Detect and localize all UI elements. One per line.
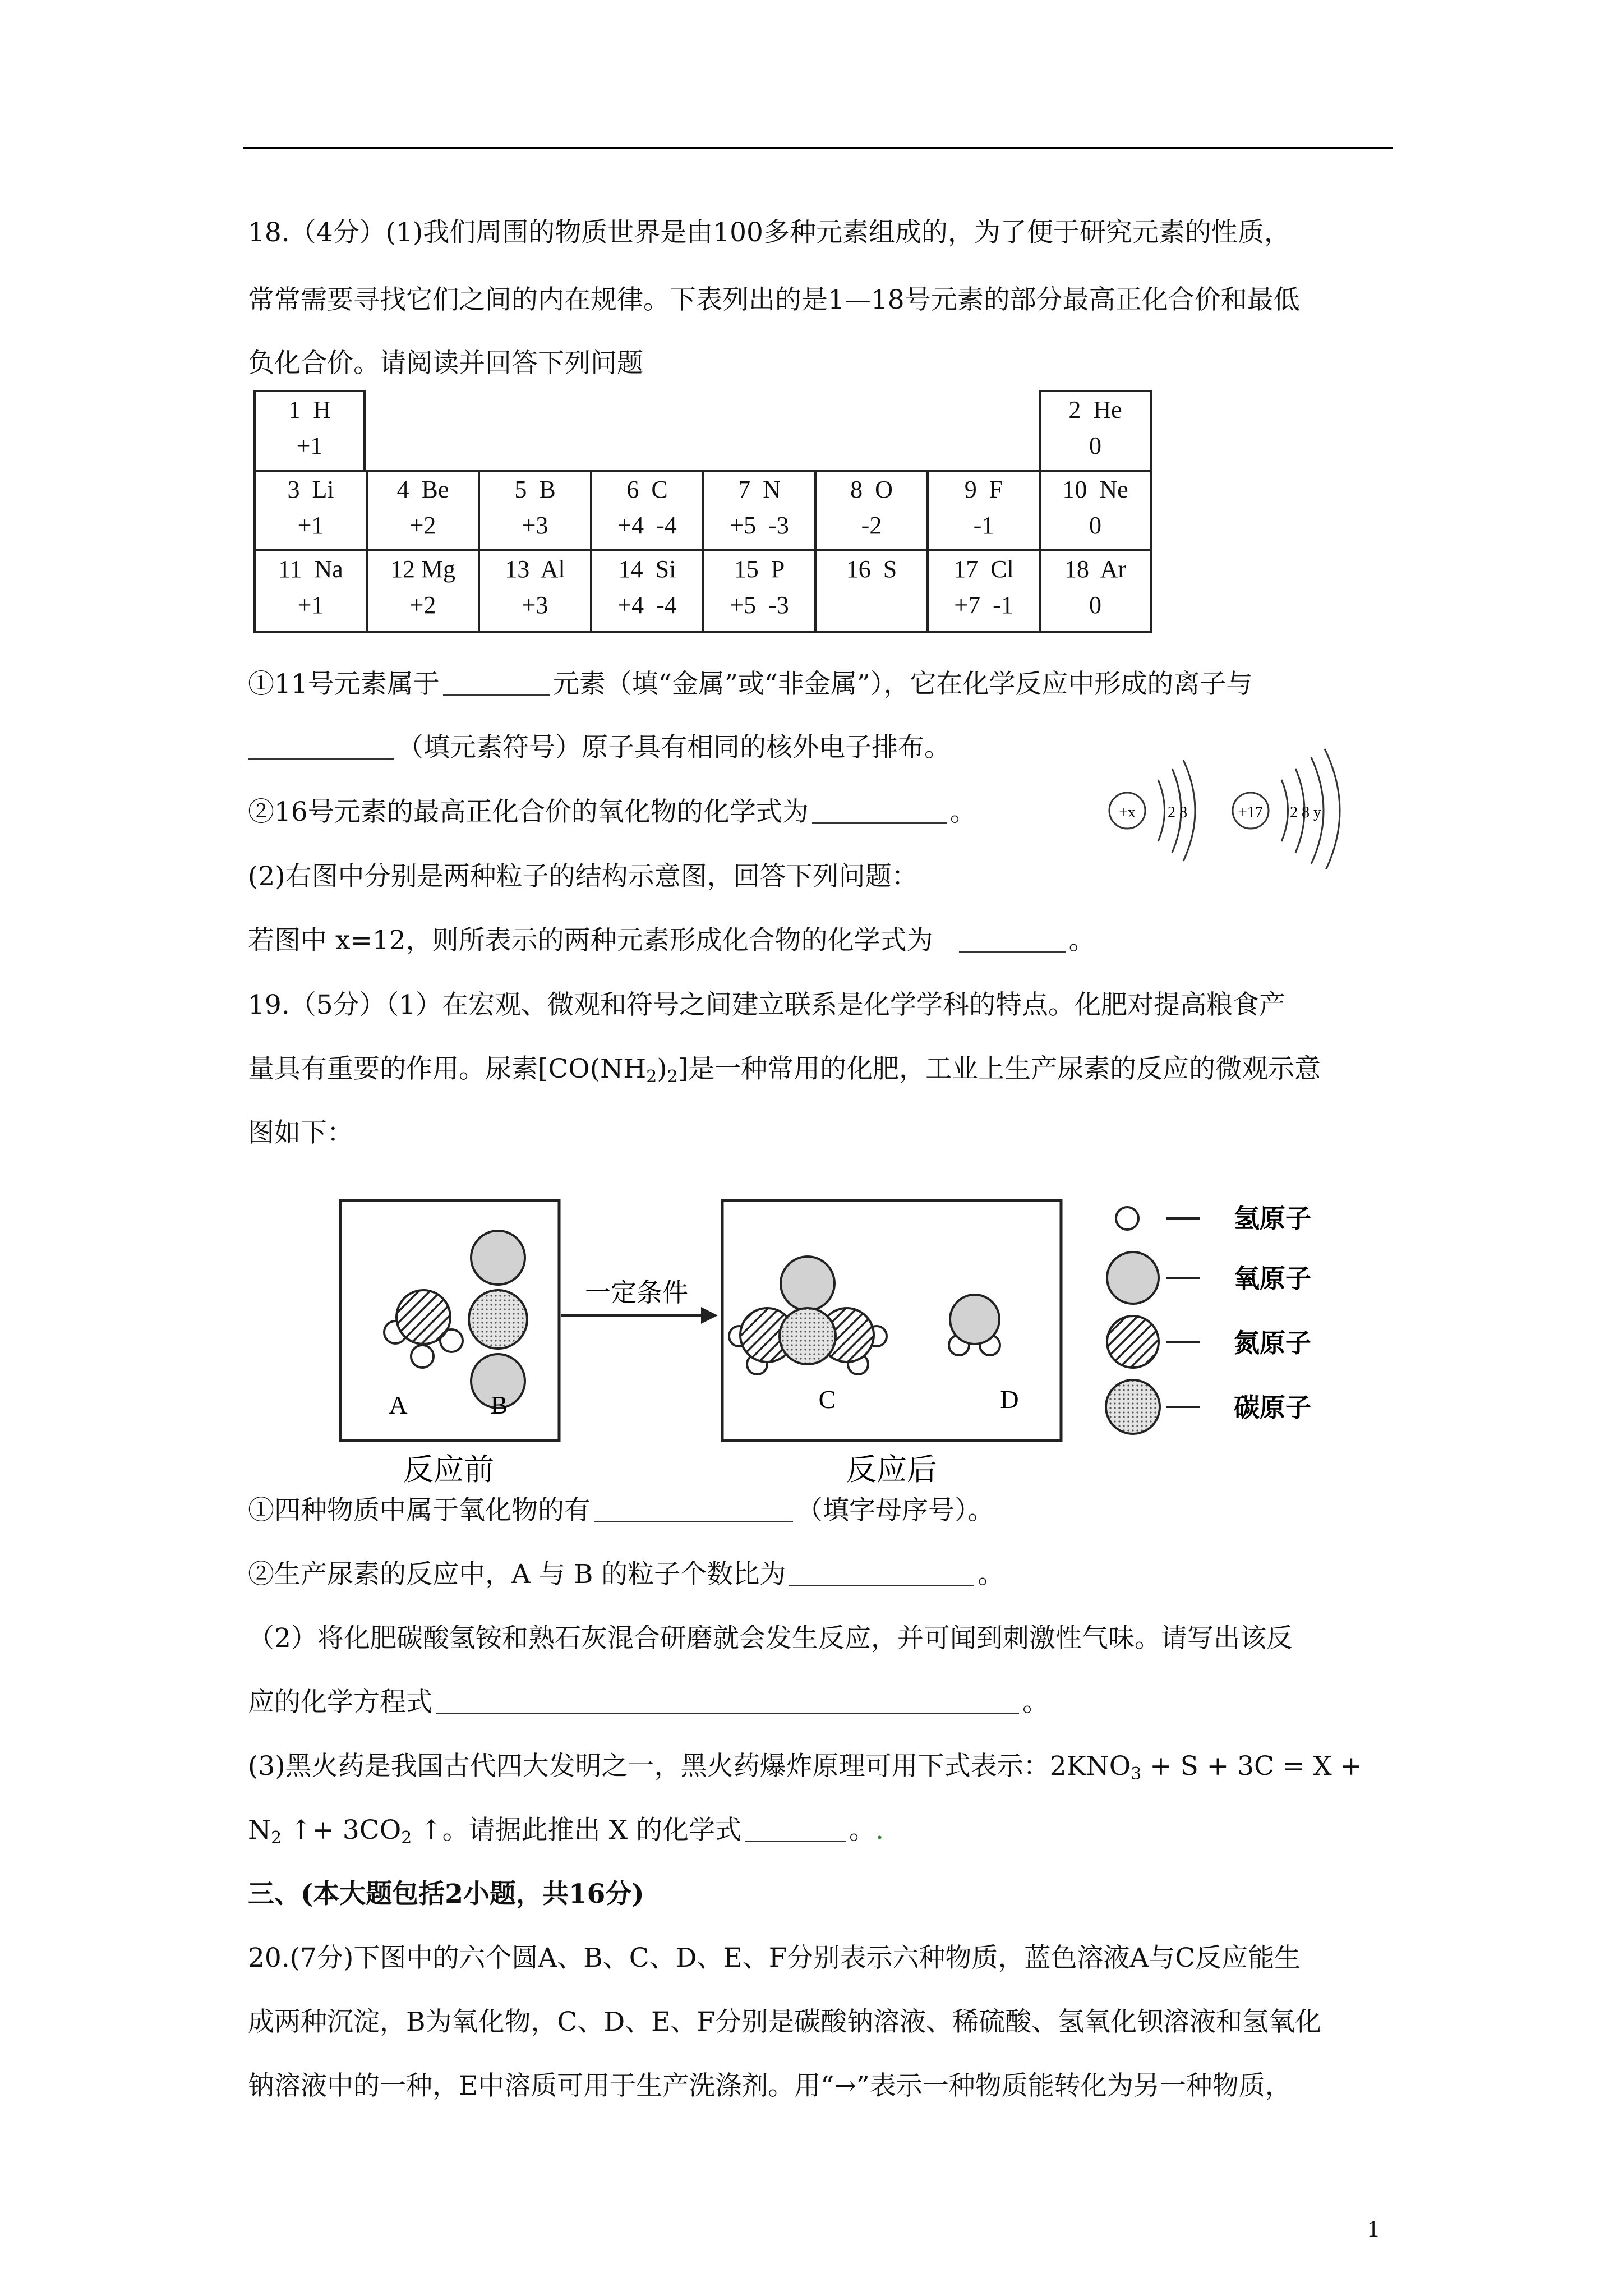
- atom-structure-2: [1233, 749, 1340, 869]
- answer-blank-element-symbol[interactable]: [248, 733, 394, 760]
- atom2-shells: 2 8 y: [1290, 804, 1321, 821]
- molecule-c-urea: [729, 1257, 887, 1374]
- legend-hydrogen-symbol: [1116, 1207, 1138, 1230]
- table-cell-li: 3 Li +1: [253, 470, 368, 551]
- label-a: A: [389, 1391, 408, 1419]
- q20-line1: 20.(7分)下图中的六个圆A、B、C、D、E、F分别表示六种物质，蓝色溶液A与C反应能生: [248, 1943, 1301, 1973]
- table-cell-h: 1 H +1: [253, 390, 366, 472]
- q18-intro-line3: 负化合价。请阅读并回答下列问题: [248, 348, 643, 379]
- q20-line2: 成两种沉淀，B为氧化物，C、D、E、F分别是碳酸钠溶液、稀硫酸、氢氧化钡溶液和氢氧化: [248, 2007, 1322, 2037]
- element-valence-table: [253, 390, 1156, 636]
- table-cell-p: 15 P +5 -3: [702, 549, 817, 633]
- q19-intro-line3: 图如下：: [248, 1117, 353, 1148]
- label-b: B: [490, 1391, 508, 1419]
- answer-blank-metal-type[interactable]: [443, 670, 550, 696]
- legend-hydrogen: 氢原子: [1234, 1204, 1311, 1233]
- q19-sub2-line: ②生产尿素的反应中，A 与 B 的粒子个数比为 。: [248, 1559, 1004, 1590]
- table-cell-na: 11 Na +1: [253, 549, 368, 633]
- q18-sub1-line1: ①11号元素属于 元素（填“金属”或“非金属”），它在化学反应中形成的离子与: [248, 669, 1253, 700]
- table-cell-be: 4 Be +2: [366, 470, 480, 551]
- table-cell-al: 13 Al +3: [478, 549, 592, 633]
- table-cell-n: 7 N +5 -3: [702, 470, 817, 551]
- legend-oxygen-symbol: [1107, 1252, 1159, 1304]
- atomic-structure-diagrams: [1105, 740, 1363, 869]
- q19-intro-line2: 量具有重要的作用。尿素$[CO(NH_2)_2]$是一种常用的化肥，工业上生产尿素的反应的微观示意: [248, 1053, 1321, 1087]
- atom2-nucleus: +17: [1238, 804, 1263, 821]
- q18-intro-line2: 常常需要寻找它们之间的内在规律。下表列出的是1—18号元素的部分最高正化合价和最低: [248, 284, 1300, 315]
- label-after: 反应后: [846, 1453, 937, 1487]
- answer-blank-compound-formula[interactable]: [959, 926, 1066, 953]
- header-rule: [243, 147, 1393, 149]
- atom1-shells: 2 8: [1168, 804, 1187, 821]
- legend-carbon-symbol: [1106, 1380, 1160, 1434]
- table-cell-c: 6 C +4 -4: [590, 470, 704, 551]
- atom1-nucleus: +x: [1119, 804, 1136, 821]
- q18-sub1-line2: （填元素符号）原子具有相同的核外电子排布。: [248, 731, 951, 765]
- molecule-a-ammonia: [384, 1290, 463, 1368]
- q19-part3-line2: $N_2$ ↑+ $3CO_2$ ↑。请据此推出 X 的化学式 。.: [248, 1815, 884, 1848]
- legend-oxygen: 氧原子: [1234, 1264, 1311, 1293]
- q18-part2-line: (2)右图中分别是两种粒子的结构示意图，回答下列问题：: [248, 861, 918, 892]
- table-cell-he: 2 He 0: [1039, 390, 1152, 472]
- q19-intro-line1: 19.（5分）（1）在宏观、微观和符号之间建立联系是化学学科的特点。化肥对提高粮食产: [248, 990, 1286, 1020]
- table-cell-f: 9 F -1: [926, 470, 1041, 551]
- label-c: C: [818, 1385, 836, 1414]
- reaction-arrow-head: [701, 1307, 718, 1324]
- molecule-d-water: [949, 1295, 1000, 1355]
- q18-part2-question: 若图中 x=12，则所表示的两种元素形成化合物的化学式为 。: [248, 925, 1095, 956]
- answer-blank-x-formula[interactable]: [745, 1816, 846, 1842]
- answer-blank-particle-ratio[interactable]: [789, 1560, 974, 1586]
- q19-sub1-line: ①四种物质中属于氧化物的有 （填字母序号）。: [248, 1495, 994, 1526]
- q19-part2-line1: （2）将化肥碳酸氢铵和熟石灰混合研磨就会发生反应，并可闻到刺激性气味。请写出该反: [248, 1623, 1293, 1654]
- legend-nitrogen: 氮原子: [1234, 1329, 1311, 1358]
- answer-blank-oxide-formula[interactable]: [812, 798, 947, 824]
- table-cell-si: 14 Si +4 -4: [590, 549, 704, 633]
- q20-line3: 钠溶液中的一种，E中溶质可用于生产洗涤剂。用“→”表示一种物质能转化为另一种物质，: [248, 2070, 1292, 2101]
- urea-reaction-diagram: [314, 1172, 1368, 1498]
- q18-intro-line1: 18.（4分）(1)我们周围的物质世界是由100多种元素组成的，为了便于研究元素的性质，: [248, 217, 1290, 248]
- answer-blank-oxides[interactable]: [594, 1496, 793, 1522]
- page-number: 1: [1367, 2216, 1379, 2242]
- q19-part3-line1: (3)黑火药是我国古代四大发明之一，黑火药爆炸原理可用下式表示：$2KNO_3 + S + 3C = X$ +: [248, 1751, 1362, 1784]
- table-cell-o: 8 O -2: [814, 470, 929, 551]
- table-cell-cl: 17 Cl +7 -1: [926, 549, 1041, 633]
- molecule-b-carbon-dioxide: [469, 1231, 527, 1408]
- answer-blank-equation[interactable]: [436, 1688, 1019, 1714]
- legend-nitrogen-symbol: [1107, 1316, 1159, 1368]
- atom-structure-1: [1109, 760, 1195, 861]
- legend-carbon: 碳原子: [1234, 1393, 1311, 1422]
- label-before: 反应前: [403, 1453, 494, 1487]
- table-cell-ne: 10 Ne 0: [1039, 470, 1152, 551]
- section-3-heading: 三、(本大题包括2小题，共16分): [248, 1879, 644, 1910]
- legend: [1106, 1204, 1311, 1434]
- table-cell-b: 5 B +3: [478, 470, 592, 551]
- reaction-condition: 一定条件: [585, 1278, 688, 1307]
- q19-part2-line2: 应的化学方程式 。: [248, 1687, 1049, 1718]
- label-d: D: [1000, 1385, 1019, 1414]
- table-cell-mg: 12 Mg +2: [366, 549, 480, 633]
- table-cell-s: 16 S: [814, 549, 929, 633]
- table-cell-ar: 18 Ar 0: [1039, 549, 1152, 633]
- q18-sub2-line: ②16号元素的最高正化合价的氧化物的化学式为 。: [248, 797, 976, 827]
